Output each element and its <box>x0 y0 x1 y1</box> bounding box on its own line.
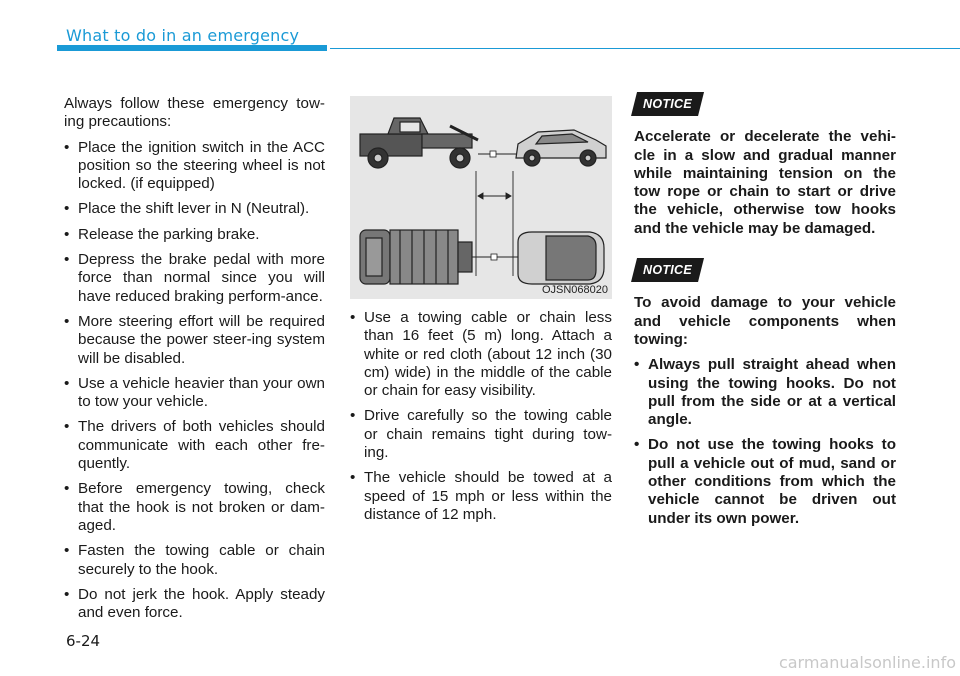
list-item: • More steering effort will be required because the power steer-ing system will be disabled. <box>64 313 325 368</box>
list-item: • Do not use the towing hooks to pull a vehicle out of mud, sand or other conditions from which the vehicle cannot be driven out under its own power. <box>634 436 896 527</box>
list-item: • The vehicle should be towed at a speed of 15 mph or less within the distance of 12 mph. <box>350 469 612 524</box>
figure-code: OJSN068020 <box>541 284 608 296</box>
list-item: • Drive carefully so the towing cable or chain remains tight during tow-ing. <box>350 407 612 462</box>
list-item: • Release the parking brake. <box>64 226 325 244</box>
tow-truck-top-icon <box>360 230 472 284</box>
notice-badge: NOTICE <box>631 92 704 116</box>
notice-text: Accelerate or decelerate the vehi-cle in a slow and gradual manner while maintaining tension on the tow rope or chain to start or drive the vehicle, otherwise tow hooks and the vehicle may be damaged. <box>634 128 896 237</box>
car-side-icon <box>516 130 606 166</box>
column-right <box>634 92 896 528</box>
towing-diagram-graphic <box>350 96 612 299</box>
list-item: • Use a towing cable or chain less than 16 feet (5 m) long. Attach a white or red cloth (about 12 inch (30 cm) wide) in the middle of the cable or chain for easy visibility. <box>350 309 612 400</box>
list-item: • Use a vehicle heavier than your own to tow your vehicle. <box>64 375 325 412</box>
precautions-intro: Always follow these emergency tow-ing precautions: <box>64 95 325 131</box>
towing-tips-list <box>350 309 612 524</box>
list-item: • Fasten the towing cable or chain securely to the hook. <box>64 542 325 579</box>
column-left <box>64 95 325 622</box>
header-rule-thick <box>57 45 327 51</box>
list-item: • Always pull straight ahead when using the towing hooks. Do not pull from the side or at a vertical angle. <box>634 356 896 429</box>
list-item: • Place the shift lever in N (Neutral). <box>64 200 325 218</box>
list-item: • Before emergency towing, check that the hook is not broken or dam-aged. <box>64 480 325 535</box>
car-top-icon <box>518 232 604 284</box>
list-item: • Do not jerk the hook. Apply steady and even force. <box>64 586 325 623</box>
list-item: • Depress the brake pedal with more force than normal since you will have reduced braking perform-ance. <box>64 251 325 306</box>
section-title: What to do in an emergency <box>66 26 300 45</box>
watermark: carmanualsonline.info <box>778 653 956 672</box>
column-middle <box>350 309 612 524</box>
towing-illustration <box>350 96 612 299</box>
header-rule-thin <box>330 48 960 49</box>
notice-badge: NOTICE <box>631 258 704 282</box>
page-number: 6-24 <box>66 632 101 650</box>
notice-list <box>634 356 896 528</box>
tow-truck-side-icon <box>360 118 478 168</box>
precautions-list <box>64 139 325 623</box>
notice-intro: To avoid damage to your vehicle and vehicle components when towing: <box>634 294 896 348</box>
list-item: • Place the ignition switch in the ACC position so the steering wheel is not locked. (if equipped) <box>64 139 325 194</box>
list-item: • The drivers of both vehicles should communicate with each other fre-quently. <box>64 418 325 473</box>
